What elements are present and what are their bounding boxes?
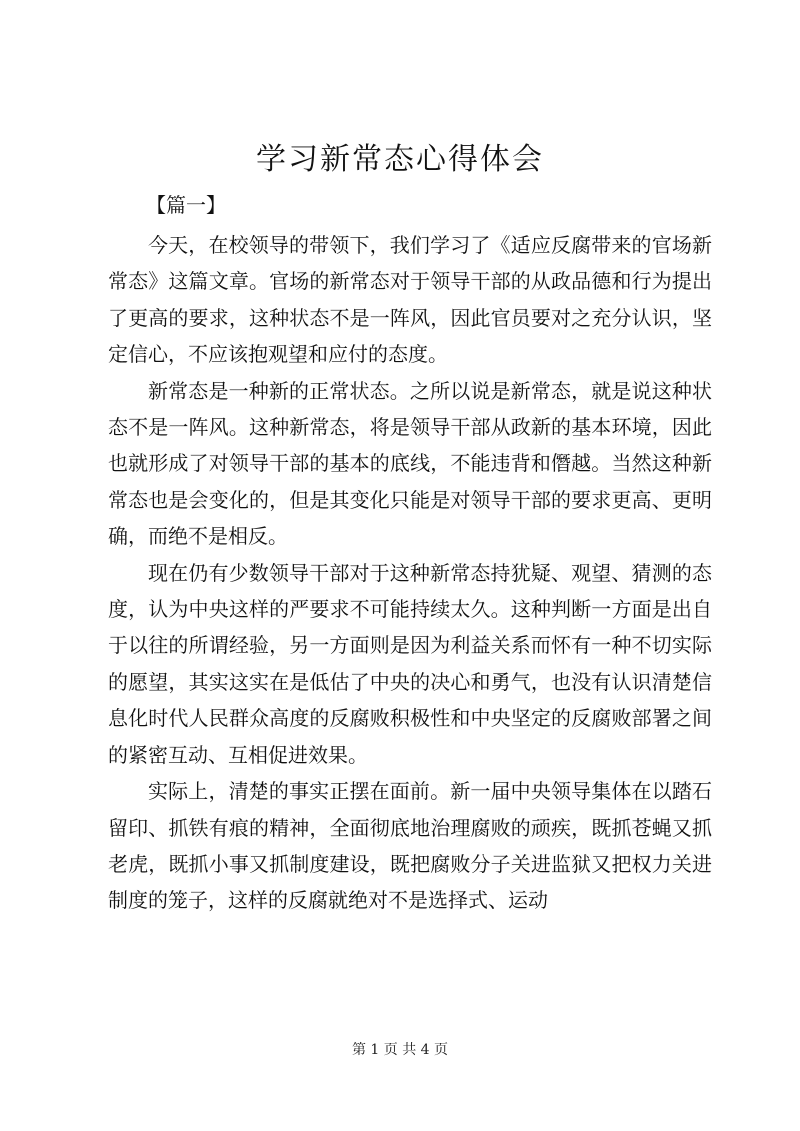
document-title: 学习新常态心得体会 bbox=[256, 142, 544, 177]
section-label: 【篇一】 bbox=[146, 193, 226, 217]
page-number-footer: 第 1 页 共 4 页 bbox=[351, 1042, 449, 1058]
document-body bbox=[108, 227, 712, 919]
paragraph: 新常态是一种新的正常状态。之所以说是新常态，就是说这种状态不是一阵风。这种新常态，将是领导干部从政新的基本环境，因此也就形成了对领导干部的基本的底线，不能违背和僭越。当然这种新常态也是会变化的，但是其变化只能是对领导干部的要求更高、更明确，而绝不是相反。 bbox=[108, 378, 712, 549]
paragraph: 今天，在校领导的带领下，我们学习了《适应反腐带来的官场新常态》这篇文章。官场的新常态对于领导干部的从政品德和行为提出了更高的要求，这种状态不是一阵风，因此官员要对之充分认识，坚定信心，不应该抱观望和应付的态度。 bbox=[108, 233, 712, 367]
paragraph: 现在仍有少数领导干部对于这种新常态持犹疑、观望、猜测的态度，认为中央这样的严要求不可能持续太久。这种判断一方面是出自于以往的所谓经验，另一方面则是因为利益关系而怀有一种不切实际的愿望，其实这实在是低估了中央的决心和勇气，也没有认识清楚信息化时代人民群众高度的反腐败积极性和中央坚定的反腐败部署之间的紧密互动、互相促进效果。 bbox=[108, 560, 712, 767]
paragraph: 实际上，清楚的事实正摆在面前。新一届中央领导集体在以踏石留印、抓铁有痕的精神，全面彻底地治理腐败的顽疾，既抓苍蝇又抓老虎，既抓小事又抓制度建设，既把腐败分子关进监狱又把权力关进制度的笼子，这样的反腐就绝对不是选择式、运动 bbox=[108, 779, 712, 913]
